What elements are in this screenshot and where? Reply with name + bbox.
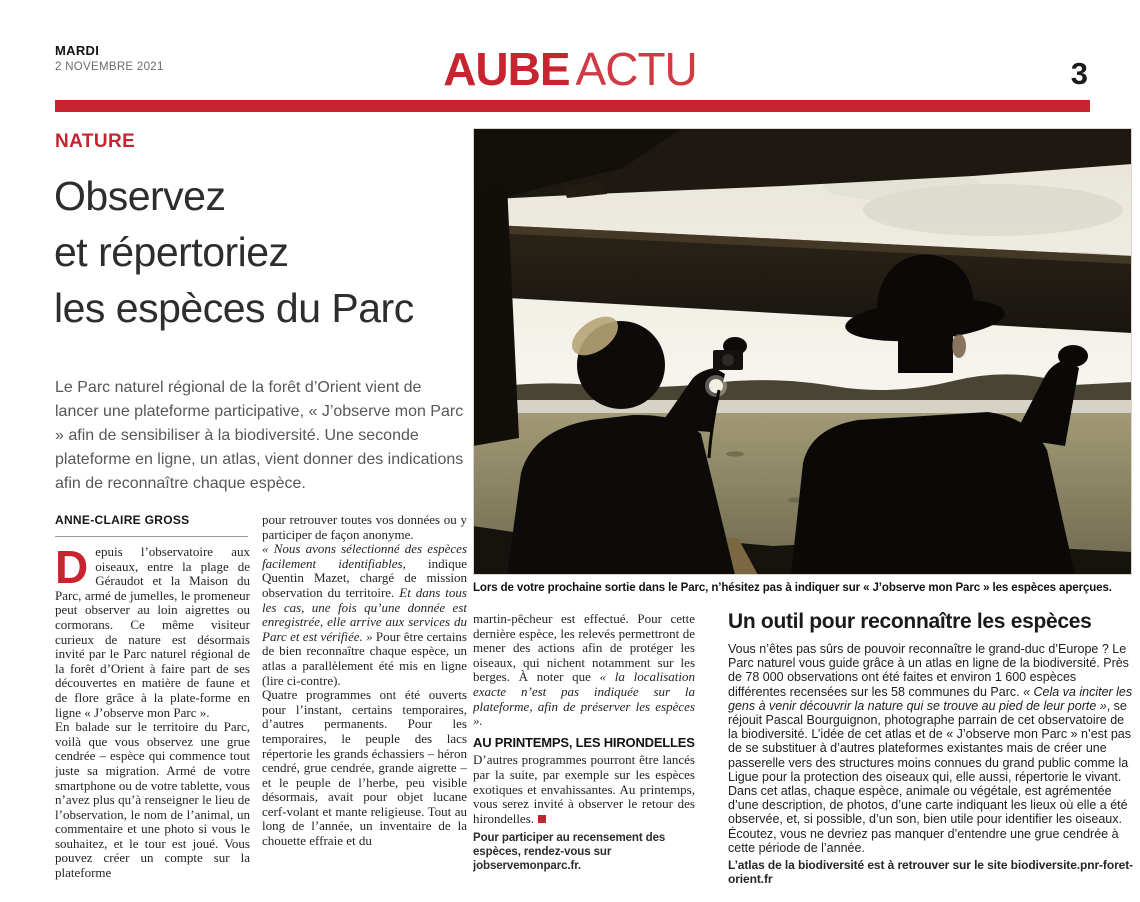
weekday-label: MARDI <box>55 43 100 58</box>
paragraph-text: D’autres programmes pourront être lancés par la suite, par exemple sur les espèces exotiques et envahissantes. Au printemps, vous serez invité à observer le retour des hirondelles. <box>473 752 695 826</box>
page-number: 3 <box>1070 56 1088 91</box>
paragraph: Quatre programmes ont été ouverts pour l’instant, certains temporaires, d’autres permanents. Pour les temporaires, le peuple des lacs répertorie les grands échassiers – héron cendré, grue cendrée, grande aigrette – et le peuple de l’herbe, peu visible désormais, avait pour objet lucane cerf-volant et mante religieuse. Tout au long de l’année, un inventaire de la chouette effraie et du <box>262 687 467 849</box>
article-column-1 <box>55 545 250 897</box>
photo-illustration <box>473 128 1132 575</box>
standfirst: Le Parc naturel régional de la forêt d’Orient vient de lancer une plateforme participative, « J’observe mon Parc » afin de sensibiliser à la biodiversité. Une seconde plateforme en ligne, un atlas, vient donner des indications afin de reconnaître chaque espèce. <box>55 379 464 492</box>
observation-hide-photo <box>473 128 1132 575</box>
section-kicker: NATURE <box>55 131 136 152</box>
paragraph: martin-pêcheur est effectué. Pour cette dernière espèce, les relevés permettront de mener des actions afin de protéger les oiseaux, qui nichent notamment sur les berges. À noter que « la localisation exacte n’est pas indiquée sur la plateforme, afin de préserver les espèces ». <box>473 612 695 729</box>
paragraph: En balade sur le territoire du Parc, voilà que vous observez une grue cendrée – espèce qui commence tout juste sa migration. Armé de votre smartphone ou de votre tablette, vous n’avez plus qu’à renseigner le lieu de l’observation, le nom de l’animal, un commentaire et une photo si vous le souhaitez, et le tour est joué. Vous pouvez créer un compte sur la plateforme <box>55 719 250 881</box>
masthead-bold: AUBE <box>443 43 570 95</box>
headline-line-3: les espèces du Parc <box>54 285 414 331</box>
photo-caption: Lors de votre prochaine sortie dans le Parc, n’hésitez pas à indiquer sur « J’observe mon Parc » les espèces aperçues. <box>473 582 1112 594</box>
paragraph: pour retrouver toutes vos données ou y participer de façon anonyme. <box>262 513 467 542</box>
sidebar-footer-note: L’atlas de la biodiversité est à retrouver sur le site biodiversite.pnr-foret-orient.fr <box>728 858 1133 887</box>
article-end-mark <box>538 815 546 823</box>
crosshead: AU PRINTEMPS, LES HIRONDELLES <box>473 734 695 750</box>
headline-line-1: Observez <box>54 173 226 219</box>
paragraph: Dans cet atlas, chaque espèce, animale ou végétale, est agrémentée d’une description, de photos, d’une carte indiquant les lieux où elle a été observée, et, si possible, d’un son, bien utile pour identifier les oiseaux. Écoutez, vous ne devriez pas manquer d’entendre une grue cendrée à cette période de l’année. <box>728 784 1128 855</box>
article-footer-note: Pour participer au recensement des espèces, rendez-vous sur jobservemonparc.fr. <box>473 832 666 873</box>
masthead <box>0 43 1140 95</box>
article-column-3 <box>473 612 695 900</box>
headline-line-2: et répertoriez <box>54 229 289 275</box>
paragraph: « Nous avons sélectionné des espèces facilement identifiables, indique Quentin Mazet, chargé de mission observation du territoire. Et dans tous les cas, une fois qu’une donnée est enregistrée, elle arrive aux services du Parc et est vérifiée. » Pour être certains de bien reconnaître chaque espèce, un atlas a parallèlement été mis en ligne (lire ci-contre). <box>262 541 467 688</box>
paragraph: Vous n’êtes pas sûrs de pouvoir reconnaître le grand-duc d’Europe ? Le Parc naturel vous guide grâce à un atlas en ligne de la biodiversité. Près de 78 000 observations ont été faites et environ 1 600 espèces différentes recensées sur les 58 communes du Parc. « Cela va inciter les gens à venir découvrir la nature qui se trouve au pied de leur porte », se réjouit Pascal Bourguignon, photographe parrain de cet observatoire de la biodiversité. L’idée de cet atlas et de « J’observe mon Parc » n’est pas de se substituer à d’autres plateformes existantes mais de créer une passerelle vers des structures moins connues du grand public comme la Ligue pour la protection des oiseaux qui, elle aussi, répertorie le vivant. <box>728 642 1133 784</box>
paragraph <box>473 753 695 826</box>
paragraph <box>55 545 250 720</box>
article-column-2 <box>262 513 467 897</box>
sidebar-title: Un outil pour reconnaître les espèces <box>728 610 1092 633</box>
drop-cap: D <box>55 545 89 593</box>
byline-rule <box>55 536 248 537</box>
paragraph-text: epuis l’observatoire aux oiseaux, entre la plage de Géraudot et la Maison du Parc, armé de jumelles, le promeneur peut observer au loin aigrettes ou cormorans. Ce même visiteur curieux de nature est désormais invité par le Parc naturel régional de la forêt d’Orient à faire part de ses découvertes en matière de faune et de flore grâce à la plate-forme en ligne « J’observe mon Parc ». <box>55 545 250 720</box>
headline <box>54 168 469 336</box>
masthead-light: ACTU <box>575 43 697 95</box>
byline: ANNE-CLAIRE GROSS <box>55 513 190 527</box>
sidebar-article <box>728 610 1135 900</box>
header-rule <box>55 100 1090 112</box>
date-label: 2 NOVEMBRE 2021 <box>55 60 164 73</box>
